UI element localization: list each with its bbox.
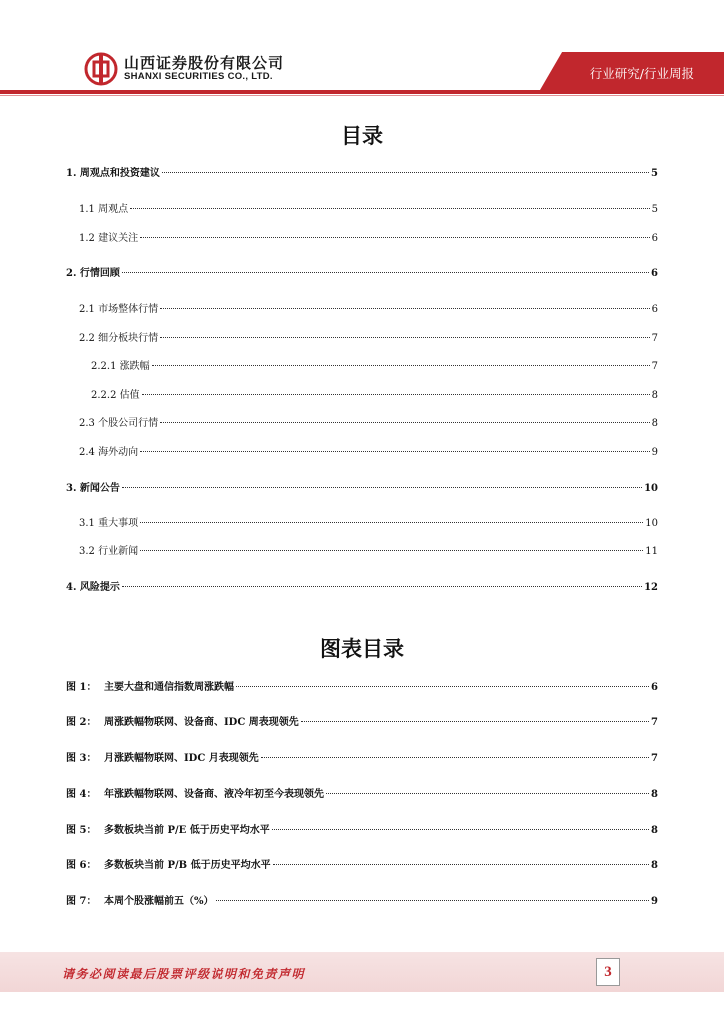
toc-item[interactable] (79, 332, 658, 346)
figure-item-page: 8 (651, 825, 658, 836)
company-name-cn: 山西证券股份有限公司 (124, 54, 285, 72)
figures-title: 图表目录 (320, 637, 404, 661)
figure-item-label (66, 681, 234, 695)
figure-caption: 年涨跌幅物联网、设备商、液冷年初至今表现领先 (104, 789, 324, 800)
toc-item-page: 6 (651, 304, 658, 315)
toc-item-label: 3.2 行业新闻 (79, 546, 139, 557)
toc-item-label: 2. 行情回顾 (66, 268, 120, 279)
figure-caption: 周涨跌幅物联网、设备商、IDC 周表现领先 (104, 717, 299, 728)
toc-item-page: 7 (651, 361, 658, 372)
figure-item-page: 7 (651, 717, 658, 728)
figure-number: 图 6： (66, 860, 97, 871)
toc-item-page: 9 (651, 447, 658, 458)
toc-item-page: 12 (644, 582, 658, 593)
toc-leader-dots (140, 237, 650, 238)
toc-title: 目录 (341, 124, 383, 148)
toc-item-label: 2.2.1 涨跌幅 (91, 361, 150, 372)
toc-item[interactable] (79, 517, 658, 531)
figure-caption: 月涨跌幅物联网、IDC 月表现领先 (104, 753, 259, 764)
figure-item[interactable] (66, 681, 658, 695)
toc-item-page: 8 (651, 390, 658, 401)
toc-leader-dots (261, 757, 649, 758)
figure-caption: 多数板块当前 P/E 低于历史平均水平 (104, 825, 270, 836)
toc-item[interactable] (66, 267, 658, 281)
toc-item-label: 3. 新闻公告 (66, 483, 120, 494)
toc-item-page: 6 (651, 268, 658, 279)
figure-number: 图 5： (66, 825, 97, 836)
toc-item[interactable] (79, 446, 658, 460)
toc-leader-dots (130, 208, 650, 209)
toc-item-label: 1.2 建议关注 (79, 233, 139, 244)
report-category: 行业研究/行业周报 (589, 66, 694, 81)
toc-item-label: 1. 周观点和投资建议 (66, 168, 160, 179)
figure-item[interactable] (66, 895, 658, 909)
toc-leader-dots (301, 721, 649, 722)
toc-leader-dots (140, 550, 643, 551)
toc-leader-dots (122, 272, 649, 273)
footer-disclaimer: 请务必阅读最后股票评级说明和免责声明 (62, 967, 306, 981)
toc-item-label: 2.3 个股公司行情 (79, 418, 159, 429)
figure-item-label (66, 716, 299, 730)
figure-item-label (66, 895, 214, 909)
toc-item[interactable] (79, 232, 658, 246)
toc-item-label: 2.1 市场整体行情 (79, 304, 159, 315)
figure-item-page: 7 (651, 753, 658, 764)
toc-item[interactable] (79, 417, 658, 431)
figure-number: 图 4： (66, 789, 97, 800)
toc-leader-dots (236, 686, 649, 687)
toc-leader-dots (160, 308, 650, 309)
figure-number: 图 2： (66, 717, 97, 728)
figure-item-page: 6 (651, 682, 658, 693)
toc-leader-dots (140, 522, 643, 523)
toc-item-page: 10 (645, 518, 658, 529)
toc-item-label: 1.1 周观点 (79, 204, 129, 215)
toc-leader-dots (162, 172, 649, 173)
figure-number: 图 3： (66, 753, 97, 764)
figure-caption: 本周个股涨幅前五（%） (104, 896, 214, 907)
toc-item-page: 5 (651, 204, 658, 215)
figure-number: 图 7： (66, 896, 97, 907)
toc-item[interactable] (79, 203, 658, 217)
figure-item[interactable] (66, 752, 658, 766)
toc-item[interactable] (79, 545, 658, 559)
figure-item[interactable] (66, 788, 658, 802)
toc-item-label: 2.2 细分板块行情 (79, 333, 159, 344)
toc-leader-dots (160, 422, 650, 423)
toc-item-label: 2.4 海外动向 (79, 447, 139, 458)
toc-item-page: 10 (644, 483, 658, 494)
figure-item[interactable] (66, 824, 658, 838)
figure-caption: 主要大盘和通信指数周涨跌幅 (104, 682, 234, 693)
page-header (0, 0, 724, 100)
figure-item-label (66, 859, 271, 873)
toc-item[interactable] (91, 389, 658, 403)
toc-leader-dots (122, 586, 642, 587)
toc-leader-dots (142, 394, 650, 395)
toc-item-page: 7 (651, 333, 658, 344)
toc-item-label: 3.1 重大事项 (79, 518, 139, 529)
toc-item-label: 2.2.2 估值 (91, 390, 140, 401)
toc-item-page: 5 (651, 168, 658, 179)
toc-leader-dots (122, 487, 642, 488)
toc-item[interactable] (79, 303, 658, 317)
toc-item[interactable] (91, 360, 658, 374)
toc-item[interactable] (66, 167, 658, 181)
toc-leader-dots (216, 900, 650, 901)
toc-leader-dots (140, 451, 650, 452)
figure-number: 图 1： (66, 682, 97, 693)
figure-item-label (66, 788, 324, 802)
toc-leader-dots (326, 793, 649, 794)
figure-caption: 多数板块当前 P/B 低于历史平均水平 (104, 860, 271, 871)
toc-leader-dots (273, 864, 649, 865)
toc-leader-dots (152, 365, 650, 366)
company-name-en: SHANXI SECURITIES CO., LTD. (124, 71, 273, 82)
toc-leader-dots (272, 829, 649, 830)
page-number: 3 (596, 958, 620, 986)
toc-item[interactable] (66, 482, 658, 496)
toc-item-page: 6 (651, 233, 658, 244)
company-logo-icon (84, 52, 118, 86)
header-divider-thin (0, 95, 724, 96)
figure-item-page: 9 (651, 896, 658, 907)
toc-item-page: 11 (645, 546, 658, 557)
figure-item[interactable] (66, 716, 658, 730)
toc-item-label: 4. 风险提示 (66, 582, 120, 593)
toc-leader-dots (160, 337, 650, 338)
header-divider (0, 90, 724, 94)
toc-item-page: 8 (651, 418, 658, 429)
figure-item-page: 8 (651, 860, 658, 871)
toc-item[interactable] (66, 581, 658, 595)
figure-item[interactable] (66, 859, 658, 873)
figure-item-page: 8 (651, 789, 658, 800)
figure-item-label (66, 752, 259, 766)
figure-item-label (66, 824, 270, 838)
